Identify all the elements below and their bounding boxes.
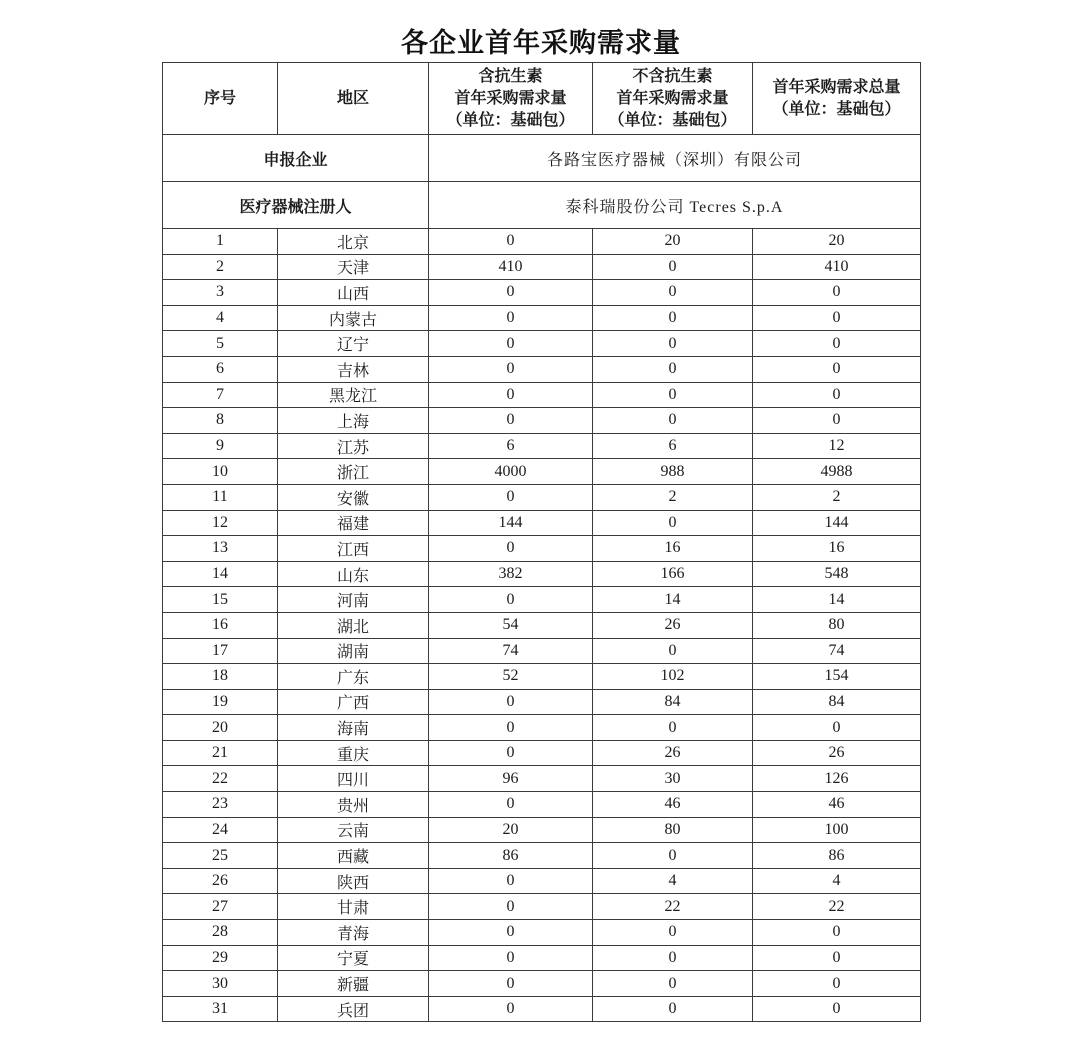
region-cell: 内蒙古	[278, 305, 429, 331]
with-antibiotic-cell: 86	[429, 843, 593, 869]
table-row	[163, 766, 921, 792]
serial-number-cell: 9	[163, 433, 278, 459]
region-cell: 河南	[278, 587, 429, 613]
serial-number-cell: 23	[163, 792, 278, 818]
total-demand-cell: 86	[753, 843, 921, 869]
without-antibiotic-cell: 0	[593, 715, 753, 741]
serial-number-cell: 26	[163, 868, 278, 894]
table-row	[163, 612, 921, 638]
with-antibiotic-cell: 0	[429, 280, 593, 306]
without-antibiotic-cell: 102	[593, 664, 753, 690]
without-antibiotic-cell: 166	[593, 561, 753, 587]
without-antibiotic-cell: 6	[593, 433, 753, 459]
with-antibiotic-cell: 4000	[429, 459, 593, 485]
total-demand-cell: 0	[753, 305, 921, 331]
table-row	[163, 331, 921, 357]
with-antibiotic-cell: 0	[429, 894, 593, 920]
header-region: 地区	[278, 63, 429, 135]
region-cell: 天津	[278, 254, 429, 280]
table-row	[163, 408, 921, 434]
serial-number-cell: 10	[163, 459, 278, 485]
total-demand-cell: 144	[753, 510, 921, 536]
without-antibiotic-cell: 0	[593, 280, 753, 306]
with-antibiotic-cell: 0	[429, 382, 593, 408]
table-row	[163, 254, 921, 280]
serial-number-cell: 5	[163, 331, 278, 357]
with-antibiotic-cell: 0	[429, 536, 593, 562]
total-demand-cell: 0	[753, 356, 921, 382]
without-antibiotic-cell: 0	[593, 996, 753, 1022]
region-cell: 辽宁	[278, 331, 429, 357]
total-demand-cell: 16	[753, 536, 921, 562]
region-cell: 山西	[278, 280, 429, 306]
with-antibiotic-cell: 0	[429, 229, 593, 255]
without-antibiotic-cell: 46	[593, 792, 753, 818]
table-row	[163, 715, 921, 741]
device-registrant-row	[163, 182, 921, 229]
table-row	[163, 664, 921, 690]
total-demand-cell: 126	[753, 766, 921, 792]
with-antibiotic-cell: 0	[429, 920, 593, 946]
serial-number-cell: 22	[163, 766, 278, 792]
without-antibiotic-cell: 80	[593, 817, 753, 843]
header-line: 首年采购需求总量	[772, 78, 901, 96]
region-cell: 吉林	[278, 356, 429, 382]
device-registrant-value: 泰科瑞股份公司 Tecres S.p.A	[429, 182, 921, 229]
total-demand-cell: 0	[753, 715, 921, 741]
region-cell: 贵州	[278, 792, 429, 818]
region-cell: 北京	[278, 229, 429, 255]
without-antibiotic-cell: 16	[593, 536, 753, 562]
serial-number-cell: 19	[163, 689, 278, 715]
serial-number-cell: 20	[163, 715, 278, 741]
total-demand-cell: 0	[753, 382, 921, 408]
table-row	[163, 587, 921, 613]
table-header-row	[163, 63, 921, 135]
table-row	[163, 280, 921, 306]
region-cell: 青海	[278, 920, 429, 946]
region-cell: 黑龙江	[278, 382, 429, 408]
serial-number-cell: 24	[163, 817, 278, 843]
serial-number-cell: 30	[163, 971, 278, 997]
table-row	[163, 638, 921, 664]
total-demand-cell: 100	[753, 817, 921, 843]
total-demand-cell: 0	[753, 945, 921, 971]
serial-number-cell: 27	[163, 894, 278, 920]
with-antibiotic-cell: 0	[429, 945, 593, 971]
table-row	[163, 229, 921, 255]
region-cell: 西藏	[278, 843, 429, 869]
serial-number-cell: 14	[163, 561, 278, 587]
serial-number-cell: 12	[163, 510, 278, 536]
with-antibiotic-cell: 0	[429, 996, 593, 1022]
total-demand-cell: 46	[753, 792, 921, 818]
without-antibiotic-cell: 0	[593, 331, 753, 357]
declaring-enterprise-label: 申报企业	[163, 135, 429, 182]
serial-number-cell: 25	[163, 843, 278, 869]
with-antibiotic-cell: 6	[429, 433, 593, 459]
without-antibiotic-cell: 0	[593, 510, 753, 536]
without-antibiotic-cell: 14	[593, 587, 753, 613]
without-antibiotic-cell: 0	[593, 254, 753, 280]
total-demand-cell: 410	[753, 254, 921, 280]
region-cell: 新疆	[278, 971, 429, 997]
total-demand-cell: 0	[753, 996, 921, 1022]
total-demand-cell: 154	[753, 664, 921, 690]
region-cell: 海南	[278, 715, 429, 741]
serial-number-cell: 2	[163, 254, 278, 280]
table-row	[163, 689, 921, 715]
serial-number-cell: 4	[163, 305, 278, 331]
table-row	[163, 484, 921, 510]
with-antibiotic-cell: 0	[429, 740, 593, 766]
table-row	[163, 945, 921, 971]
region-cell: 浙江	[278, 459, 429, 485]
header-line: 不含抗生素	[632, 67, 713, 85]
region-cell: 四川	[278, 766, 429, 792]
region-cell: 湖南	[278, 638, 429, 664]
table-row	[163, 920, 921, 946]
region-cell: 福建	[278, 510, 429, 536]
region-cell: 江西	[278, 536, 429, 562]
without-antibiotic-cell: 30	[593, 766, 753, 792]
without-antibiotic-cell: 26	[593, 612, 753, 638]
without-antibiotic-cell: 4	[593, 868, 753, 894]
region-cell: 宁夏	[278, 945, 429, 971]
table-row	[163, 817, 921, 843]
total-demand-cell: 20	[753, 229, 921, 255]
with-antibiotic-cell: 410	[429, 254, 593, 280]
table-row	[163, 996, 921, 1022]
header-without-antibiotic	[593, 63, 753, 135]
header-line: （单位：基础包）	[772, 100, 901, 118]
region-cell: 上海	[278, 408, 429, 434]
total-demand-cell: 4988	[753, 459, 921, 485]
without-antibiotic-cell: 22	[593, 894, 753, 920]
table-row	[163, 305, 921, 331]
total-demand-cell: 12	[753, 433, 921, 459]
table-row	[163, 740, 921, 766]
total-demand-cell: 14	[753, 587, 921, 613]
with-antibiotic-cell: 0	[429, 331, 593, 357]
total-demand-cell: 84	[753, 689, 921, 715]
region-cell: 甘肃	[278, 894, 429, 920]
serial-number-cell: 18	[163, 664, 278, 690]
without-antibiotic-cell: 0	[593, 382, 753, 408]
with-antibiotic-cell: 20	[429, 817, 593, 843]
serial-number-cell: 17	[163, 638, 278, 664]
with-antibiotic-cell: 52	[429, 664, 593, 690]
table-row	[163, 894, 921, 920]
header-line: （单位：基础包）	[608, 111, 737, 129]
region-cell: 湖北	[278, 612, 429, 638]
header-line: （单位：基础包）	[446, 111, 575, 129]
with-antibiotic-cell: 144	[429, 510, 593, 536]
without-antibiotic-cell: 84	[593, 689, 753, 715]
header-total-demand	[753, 63, 921, 135]
total-demand-cell: 0	[753, 920, 921, 946]
table-row	[163, 971, 921, 997]
with-antibiotic-cell: 0	[429, 971, 593, 997]
total-demand-cell: 2	[753, 484, 921, 510]
declaring-enterprise-row	[163, 135, 921, 182]
without-antibiotic-cell: 0	[593, 305, 753, 331]
table-row	[163, 868, 921, 894]
with-antibiotic-cell: 54	[429, 612, 593, 638]
without-antibiotic-cell: 2	[593, 484, 753, 510]
region-cell: 广东	[278, 664, 429, 690]
serial-number-cell: 13	[163, 536, 278, 562]
table-body	[163, 229, 921, 1022]
without-antibiotic-cell: 0	[593, 971, 753, 997]
table-row	[163, 382, 921, 408]
table-row	[163, 510, 921, 536]
table-row	[163, 561, 921, 587]
total-demand-cell: 0	[753, 280, 921, 306]
region-cell: 山东	[278, 561, 429, 587]
without-antibiotic-cell: 0	[593, 920, 753, 946]
serial-number-cell: 31	[163, 996, 278, 1022]
header-line: 含抗生素	[478, 67, 543, 85]
serial-number-cell: 16	[163, 612, 278, 638]
serial-number-cell: 8	[163, 408, 278, 434]
with-antibiotic-cell: 0	[429, 689, 593, 715]
table-head-section	[163, 63, 921, 229]
page-title: 各企业首年采购需求量	[401, 28, 681, 58]
without-antibiotic-cell: 0	[593, 638, 753, 664]
table-row	[163, 459, 921, 485]
serial-number-cell: 6	[163, 356, 278, 382]
with-antibiotic-cell: 0	[429, 587, 593, 613]
serial-number-cell: 1	[163, 229, 278, 255]
with-antibiotic-cell: 0	[429, 356, 593, 382]
table-row	[163, 356, 921, 382]
total-demand-cell: 22	[753, 894, 921, 920]
without-antibiotic-cell: 0	[593, 945, 753, 971]
header-serial-number: 序号	[163, 63, 278, 135]
serial-number-cell: 21	[163, 740, 278, 766]
without-antibiotic-cell: 988	[593, 459, 753, 485]
table-row	[163, 433, 921, 459]
table-row	[163, 792, 921, 818]
region-cell: 安徽	[278, 484, 429, 510]
declaring-enterprise-value: 各路宝医疗器械（深圳）有限公司	[429, 135, 921, 182]
with-antibiotic-cell: 382	[429, 561, 593, 587]
without-antibiotic-cell: 20	[593, 229, 753, 255]
with-antibiotic-cell: 0	[429, 715, 593, 741]
without-antibiotic-cell: 0	[593, 408, 753, 434]
region-cell: 江苏	[278, 433, 429, 459]
total-demand-cell: 0	[753, 971, 921, 997]
total-demand-cell: 26	[753, 740, 921, 766]
serial-number-cell: 11	[163, 484, 278, 510]
without-antibiotic-cell: 0	[593, 356, 753, 382]
region-cell: 兵团	[278, 996, 429, 1022]
serial-number-cell: 28	[163, 920, 278, 946]
with-antibiotic-cell: 74	[429, 638, 593, 664]
with-antibiotic-cell: 0	[429, 408, 593, 434]
total-demand-cell: 4	[753, 868, 921, 894]
device-registrant-label: 医疗器械注册人	[163, 182, 429, 229]
table-row	[163, 843, 921, 869]
without-antibiotic-cell: 26	[593, 740, 753, 766]
total-demand-cell: 548	[753, 561, 921, 587]
table-row	[163, 536, 921, 562]
serial-number-cell: 7	[163, 382, 278, 408]
total-demand-cell: 74	[753, 638, 921, 664]
total-demand-cell: 0	[753, 408, 921, 434]
serial-number-cell: 29	[163, 945, 278, 971]
total-demand-cell: 0	[753, 331, 921, 357]
with-antibiotic-cell: 0	[429, 868, 593, 894]
total-demand-cell: 80	[753, 612, 921, 638]
with-antibiotic-cell: 0	[429, 484, 593, 510]
header-with-antibiotic	[429, 63, 593, 135]
without-antibiotic-cell: 0	[593, 843, 753, 869]
procurement-demand-table	[162, 62, 921, 1022]
header-line: 首年采购需求量	[454, 89, 567, 107]
region-cell: 重庆	[278, 740, 429, 766]
region-cell: 陕西	[278, 868, 429, 894]
serial-number-cell: 3	[163, 280, 278, 306]
region-cell: 广西	[278, 689, 429, 715]
serial-number-cell: 15	[163, 587, 278, 613]
header-line: 首年采购需求量	[616, 89, 729, 107]
with-antibiotic-cell: 0	[429, 792, 593, 818]
region-cell: 云南	[278, 817, 429, 843]
with-antibiotic-cell: 0	[429, 305, 593, 331]
with-antibiotic-cell: 96	[429, 766, 593, 792]
